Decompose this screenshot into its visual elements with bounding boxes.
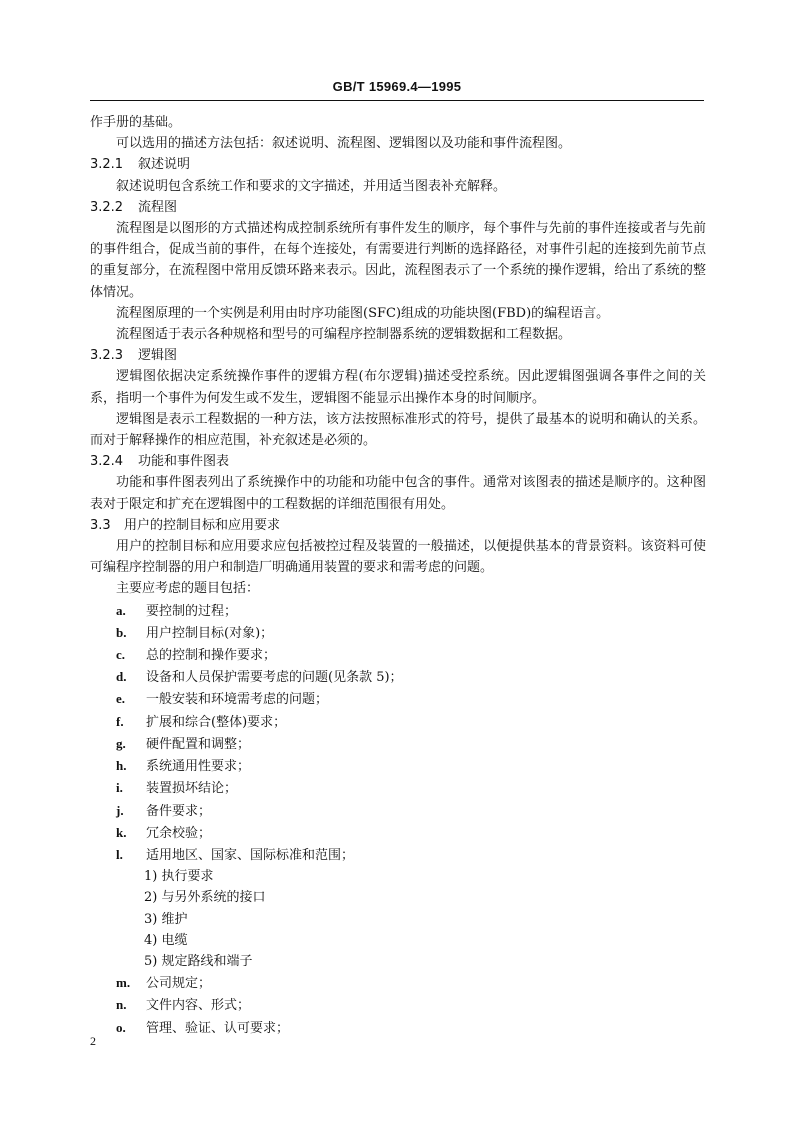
page-body [90, 112, 706, 1039]
sub-list-item: 5) 规定路线和端子 [144, 953, 253, 969]
list-label: f. [116, 713, 124, 729]
list-item [90, 994, 706, 1016]
sub-list-item: 4) 电缆 [144, 932, 188, 948]
list-label: j. [116, 802, 124, 818]
list-label: m. [116, 975, 131, 991]
sub-list-item: 3) 维护 [144, 911, 188, 927]
list-label: d. [116, 669, 127, 685]
section-title: 逻辑图 [138, 348, 178, 364]
section-number: 3.2.4 [90, 454, 124, 470]
section-heading-3-2-2 [90, 197, 706, 218]
list-text: 硬件配置和调整； [146, 736, 251, 752]
list-item [90, 622, 706, 644]
list-label: l. [116, 846, 123, 862]
list-item [90, 688, 706, 710]
list-item [90, 666, 706, 688]
list-text: 要控制的过程； [146, 603, 238, 619]
list-text: 装置损坏结论； [146, 781, 238, 797]
paragraph: 作手册的基础。 [90, 115, 182, 130]
list-label: n. [116, 997, 127, 1013]
list-item [90, 644, 706, 666]
list-item [90, 1017, 706, 1039]
section-title: 用户的控制目标和应用要求 [124, 517, 281, 533]
section-title: 功能和事件图表 [138, 454, 230, 470]
page-number: 2 [90, 1034, 96, 1048]
list-item [90, 972, 706, 994]
list-text: 公司规定； [146, 976, 212, 992]
list-item [90, 755, 706, 777]
list-text: 适用地区、国家、国际标准和范围； [146, 847, 355, 863]
list-label: b. [116, 624, 127, 640]
header-rule [90, 100, 704, 101]
list-label: o. [116, 1019, 126, 1035]
paragraph: 逻辑图是表示工程数据的一种方法，该方法按照标准形式的符号，提供了最基本的说明和确认的关系。而对于解释操作的相应范围，补充叙述是必须的。 [90, 411, 706, 449]
paragraph: 主要应考虑的题目包括： [116, 581, 260, 597]
list-item [90, 600, 706, 622]
list-text: 管理、验证、认可要求； [146, 1020, 290, 1036]
list-item [90, 733, 706, 755]
paragraph: 流程图是以图形的方式描述构成控制系统所有事件发生的顺序，每个事件与先前的事件连接或者与先前的事件组合，促成当前的事件，在每个连接处，有需要进行判断的选择路径，对事件引起的连接到先前节点的重复部分，在流程图中常用反馈环路来表示。因此，流程图表示了一个系统的操作逻辑，给出了系统的整体情况。 [90, 221, 706, 300]
list-label: i. [116, 780, 123, 796]
section-title: 叙述说明 [138, 157, 191, 173]
paragraph: 流程图原理的一个实例是利用由时序功能图(SFC)组成的功能块图(FBD)的编程语言。 [116, 305, 610, 321]
sub-list-item: 1) 执行要求 [144, 869, 214, 885]
list-text: 文件内容、形式； [146, 998, 251, 1014]
list-text: 一般安装和环境需考虑的问题； [146, 692, 329, 708]
section-heading-3-3 [90, 515, 706, 536]
paragraph: 流程图适于表示各种规格和型号的可编程序控制器系统的逻辑数据和工程数据。 [116, 327, 572, 343]
section-number: 3.2.2 [90, 199, 124, 215]
list-item [90, 800, 706, 822]
section-number: 3.2.3 [90, 348, 124, 364]
paragraph: 叙述说明包含系统工作和要求的文字描述，并用适当图表补充解释。 [116, 178, 507, 194]
list-label: e. [116, 691, 126, 707]
list-label: c. [116, 647, 126, 663]
list-text: 总的控制和操作要求； [146, 648, 277, 664]
sub-list-item: 2) 与另外系统的接口 [144, 890, 266, 906]
list-text: 系统通用性要求； [146, 759, 251, 775]
list-text: 备件要求； [146, 803, 212, 819]
list-label: g. [116, 735, 126, 751]
list-label: h. [116, 758, 127, 774]
list-item [90, 711, 706, 733]
list-text: 用户控制目标(对象)； [146, 625, 274, 641]
list-text: 设备和人员保护需要考虑的问题(见条款 5)； [146, 670, 403, 686]
section-heading-3-2-3 [90, 345, 706, 366]
section-heading-3-2-4 [90, 451, 706, 472]
list-text: 冗余校验； [146, 825, 212, 841]
paragraph: 用户的控制目标和应用要求应包括被控过程及装置的一般描述，以便提供基本的背景资料。该资料可使可编程序控制器的用户和制造厂明确通用装置的要求和需考虑的问题。 [90, 539, 706, 576]
section-title: 流程图 [138, 199, 178, 215]
paragraph: 功能和事件图表列出了系统操作中的功能和功能中包含的事件。通常对该图表的描述是顺序的。这种图表对于限定和扩充在逻辑图中的工程数据的详细范围很有用处。 [90, 475, 706, 512]
list-item [90, 822, 706, 844]
section-number: 3.3 [90, 517, 111, 533]
list-item [90, 844, 706, 866]
list-text: 扩展和综合(整体)要求； [146, 714, 287, 730]
list-item [90, 777, 706, 799]
section-heading-3-2-1 [90, 154, 706, 175]
page-header: GB/T 15969.4—1995 [332, 79, 462, 94]
list-label: k. [116, 824, 127, 840]
section-number: 3.2.1 [90, 157, 124, 173]
list-label: a. [116, 602, 126, 618]
paragraph: 逻辑图依据决定系统操作事件的逻辑方程(布尔逻辑)描述受控系统。因此逻辑图强调各事件之间的关系，指明一个事件为何发生或不发生，逻辑图不能显示出操作本身的时间顺序。 [90, 369, 706, 406]
paragraph: 可以选用的描述方法包括：叙述说明、流程图、逻辑图以及功能和事件流程图。 [116, 136, 572, 152]
